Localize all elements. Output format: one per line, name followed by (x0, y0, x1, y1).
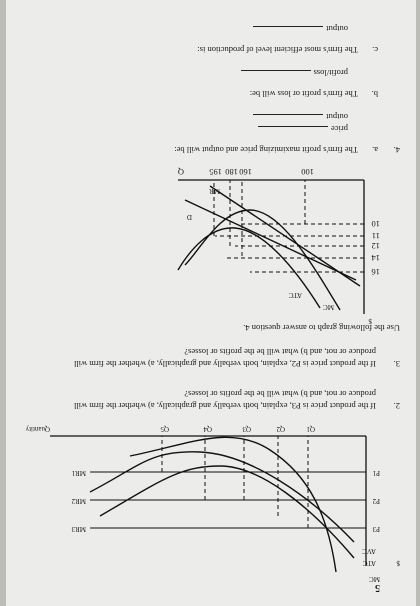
mr-line (210, 186, 360, 286)
p2-label: P2 (372, 497, 380, 505)
q4a-price-label: price (331, 124, 348, 134)
p1-label: P1 (372, 469, 380, 477)
x-tick-160: 160 (239, 167, 252, 177)
x-tick-195: 195 (209, 167, 222, 177)
mr2-label: MR2 (71, 497, 86, 505)
q5-label: Q5 (160, 425, 169, 433)
upper-axis-top-label: $ (396, 559, 400, 567)
q2-number: 2. (393, 401, 400, 411)
y-tick-10: 10 (371, 219, 380, 229)
y-tick-12: 12 (371, 241, 380, 251)
q4-number: 4. (393, 145, 400, 155)
y-tick-16: 16 (371, 267, 380, 277)
q4b-profit-label: profit/loss (313, 68, 348, 78)
q2-text-line1: If the product price is P3, explain, both verbally and graphically, a) whether the firm will (73, 401, 376, 411)
x-tick-100: 100 (301, 167, 314, 177)
upper-avc-label: AVC (362, 547, 376, 555)
lower-graph (170, 160, 400, 320)
q4b-profit-field[interactable] (241, 69, 348, 79)
q4a-text: The firm's profit maximizing price and output will be: (174, 145, 358, 155)
mr3-label: MR3 (71, 525, 86, 533)
lower-mc-curve (185, 210, 340, 310)
q4a-output-blank[interactable] (253, 114, 323, 122)
q4-label: Q4 (203, 425, 212, 433)
upper-mc-label: MC (369, 575, 380, 583)
q2-text-line2: produce or not, and b) what will be the profits or losses? (184, 389, 376, 399)
q4c-output-label: output (326, 24, 348, 34)
p3-label: P3 (372, 525, 380, 533)
q4b-letter: b. (371, 89, 378, 99)
q4a-price-blank[interactable] (258, 126, 328, 134)
mr1-label: MR1 (71, 469, 86, 477)
demand-line (185, 200, 356, 280)
q3-label: Q3 (242, 425, 251, 433)
q1-label: Q1 (306, 425, 315, 433)
demand-label: D (186, 213, 192, 221)
q4b-profit-blank[interactable] (241, 70, 311, 78)
upper-quantity-label: Quantity (25, 425, 50, 433)
q4a-letter: a. (372, 145, 378, 155)
q3-text-line2: produce or not, and b) what will be the profits or losses? (184, 347, 376, 357)
q3-text-line1: If the product price is P2, explain, both verbally and graphically, a) whether the firm will (73, 359, 376, 369)
upper-graph (10, 406, 390, 576)
q4c-output-field[interactable] (253, 25, 348, 35)
lower-mc-label: MC (323, 303, 334, 311)
y-tick-11: 11 (371, 231, 380, 241)
q4a-output-label: output (326, 112, 348, 122)
graph-intro: Use the following graph to answer question 4. (243, 323, 400, 333)
lower-atc-label: ATC (288, 291, 302, 299)
page-number: 5 (375, 582, 380, 593)
mc-curve (130, 437, 336, 572)
x-tick-180: 180 (225, 167, 238, 177)
upper-atc-label: ATC (362, 559, 376, 567)
mr-label: MR (209, 187, 220, 195)
atc-curve (100, 466, 354, 558)
q3-number: 3. (393, 359, 400, 369)
q4b-text: The firm's profit or loss will be: (249, 89, 358, 99)
q4a-price-field[interactable] (258, 125, 348, 135)
y-tick-14: 14 (371, 253, 380, 263)
q4c-letter: c. (372, 45, 378, 55)
lower-q-axis-label: Q (177, 167, 184, 177)
lower-axis-top-label: $ (368, 317, 372, 325)
q2-label: Q2 (276, 425, 285, 433)
q4a-output-field[interactable] (253, 113, 348, 123)
q4c-output-blank[interactable] (253, 26, 323, 34)
q4c-text: The firm's most efficient level of production is: (197, 45, 358, 55)
